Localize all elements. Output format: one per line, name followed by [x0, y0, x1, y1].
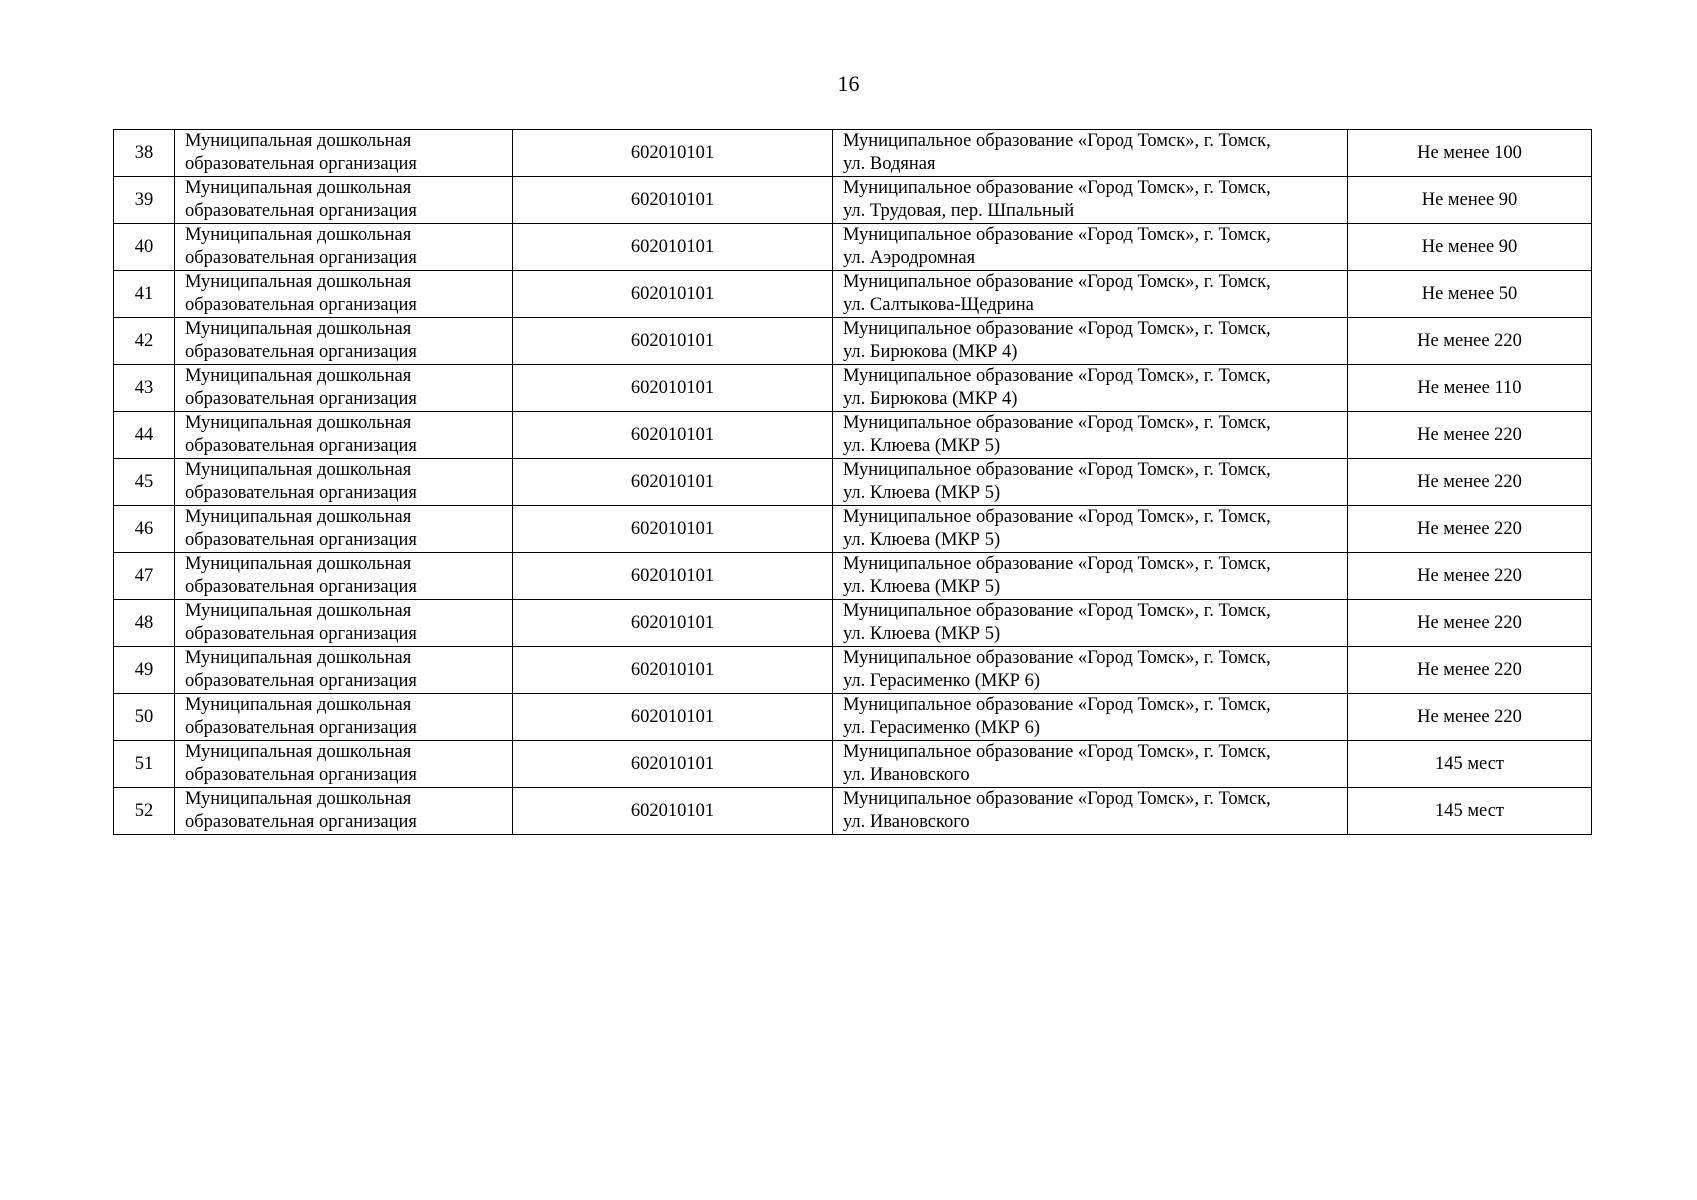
table-row [114, 365, 1592, 412]
organization-line-1: Муниципальная дошкольная [185, 507, 412, 527]
row-number-cell [114, 741, 175, 788]
address-line-1: Муниципальное образование «Город Томск», г. Томск, [843, 648, 1271, 668]
capacity-cell [1348, 647, 1592, 694]
address-cell [833, 271, 1348, 318]
table-body [114, 130, 1592, 835]
organization-line-2: образовательная организация [185, 248, 417, 268]
organization-line-1: Муниципальная дошкольная [185, 319, 412, 339]
row-number: 51 [134, 753, 154, 774]
address-line-2: ул. Бирюкова (МКР 4) [843, 342, 1018, 362]
address-cell [833, 553, 1348, 600]
organization-cell [175, 365, 513, 412]
code-cell [513, 177, 833, 224]
address-line-1: Муниципальное образование «Город Томск», г. Томск, [843, 131, 1271, 151]
row-number: 50 [134, 706, 154, 727]
organization-cell [175, 788, 513, 835]
organization-line-2: образовательная организация [185, 295, 417, 315]
address-line-1: Муниципальное образование «Город Томск», г. Томск, [843, 178, 1271, 198]
row-number-cell [114, 647, 175, 694]
capacity-value: Не менее 220 [1417, 565, 1522, 586]
organization-line-1: Муниципальная дошкольная [185, 601, 412, 621]
organization-line-2: образовательная организация [185, 671, 417, 691]
capacity-value: Не менее 220 [1417, 706, 1522, 727]
address-cell [833, 506, 1348, 553]
territory-code: 602010101 [630, 518, 715, 539]
capacity-value: Не менее 220 [1417, 330, 1522, 351]
capacity-value: Не менее 110 [1417, 377, 1522, 398]
code-cell [513, 271, 833, 318]
territory-code: 602010101 [630, 612, 715, 633]
row-number-cell [114, 318, 175, 365]
table-row [114, 694, 1592, 741]
address-cell [833, 694, 1348, 741]
organization-line-2: образовательная организация [185, 154, 417, 174]
code-cell [513, 412, 833, 459]
address-line-2: ул. Клюева (МКР 5) [843, 483, 1001, 503]
capacity-value: Не менее 90 [1421, 236, 1518, 257]
row-number-cell [114, 412, 175, 459]
capacity-value: Не менее 220 [1417, 518, 1522, 539]
table-row [114, 271, 1592, 318]
address-line-1: Муниципальное образование «Город Томск», г. Томск, [843, 601, 1271, 621]
row-number: 39 [134, 189, 154, 210]
row-number-cell [114, 224, 175, 271]
organization-line-2: образовательная организация [185, 436, 417, 456]
table-row [114, 459, 1592, 506]
territory-code: 602010101 [630, 142, 715, 163]
organization-cell [175, 412, 513, 459]
row-number: 48 [134, 612, 154, 633]
address-line-2: ул. Водяная [843, 154, 936, 174]
table-row [114, 741, 1592, 788]
capacity-value: Не менее 220 [1417, 424, 1522, 445]
row-number: 49 [134, 659, 154, 680]
code-cell [513, 741, 833, 788]
organization-line-2: образовательная организация [185, 483, 417, 503]
address-cell [833, 318, 1348, 365]
organization-line-2: образовательная организация [185, 577, 417, 597]
table-row [114, 130, 1592, 177]
row-number-cell [114, 553, 175, 600]
territory-code: 602010101 [630, 565, 715, 586]
address-cell [833, 600, 1348, 647]
capacity-cell [1348, 459, 1592, 506]
capacity-cell [1348, 412, 1592, 459]
organization-line-1: Муниципальная дошкольная [185, 413, 412, 433]
capacity-value: Не менее 90 [1421, 189, 1518, 210]
organization-cell [175, 177, 513, 224]
address-line-1: Муниципальное образование «Город Томск», г. Томск, [843, 742, 1271, 762]
address-line-2: ул. Клюева (МКР 5) [843, 436, 1001, 456]
row-number: 47 [134, 565, 154, 586]
organization-cell [175, 694, 513, 741]
organization-cell [175, 506, 513, 553]
organization-cell [175, 271, 513, 318]
capacity-cell [1348, 600, 1592, 647]
capacity-cell [1348, 224, 1592, 271]
capacity-cell [1348, 318, 1592, 365]
row-number: 40 [134, 236, 154, 257]
row-number-cell [114, 694, 175, 741]
address-line-1: Муниципальное образование «Город Томск», г. Томск, [843, 789, 1271, 809]
address-line-2: ул. Клюева (МКР 5) [843, 577, 1001, 597]
organization-line-1: Муниципальная дошкольная [185, 131, 412, 151]
capacity-cell [1348, 365, 1592, 412]
capacity-cell [1348, 788, 1592, 835]
row-number: 46 [134, 518, 154, 539]
code-cell [513, 224, 833, 271]
capacity-cell [1348, 130, 1592, 177]
row-number-cell [114, 177, 175, 224]
row-number: 45 [134, 471, 154, 492]
capacity-cell [1348, 506, 1592, 553]
organization-line-2: образовательная организация [185, 530, 417, 550]
organization-cell [175, 647, 513, 694]
territory-code: 602010101 [630, 189, 715, 210]
organization-line-1: Муниципальная дошкольная [185, 366, 412, 386]
organization-line-1: Муниципальная дошкольная [185, 225, 412, 245]
organization-cell [175, 600, 513, 647]
address-line-1: Муниципальное образование «Город Томск», г. Томск, [843, 413, 1271, 433]
organization-cell [175, 741, 513, 788]
address-line-1: Муниципальное образование «Город Томск», г. Томск, [843, 225, 1271, 245]
address-cell [833, 412, 1348, 459]
code-cell [513, 600, 833, 647]
organization-line-1: Муниципальная дошкольная [185, 554, 412, 574]
territory-code: 602010101 [630, 753, 715, 774]
code-cell [513, 365, 833, 412]
organization-line-2: образовательная организация [185, 812, 417, 832]
code-cell [513, 553, 833, 600]
territory-code: 602010101 [630, 471, 715, 492]
address-cell [833, 130, 1348, 177]
row-number-cell [114, 506, 175, 553]
facilities-table [113, 129, 1592, 835]
row-number: 52 [134, 800, 154, 821]
capacity-cell [1348, 553, 1592, 600]
organization-line-2: образовательная организация [185, 389, 417, 409]
organization-cell [175, 224, 513, 271]
address-line-1: Муниципальное образование «Город Томск», г. Томск, [843, 695, 1271, 715]
code-cell [513, 318, 833, 365]
capacity-cell [1348, 694, 1592, 741]
address-cell [833, 459, 1348, 506]
address-cell [833, 788, 1348, 835]
capacity-value: Не менее 220 [1417, 659, 1522, 680]
page-number: 16 [837, 71, 860, 96]
capacity-value: Не менее 220 [1417, 471, 1522, 492]
code-cell [513, 647, 833, 694]
capacity-cell [1348, 271, 1592, 318]
table-row [114, 177, 1592, 224]
address-cell [833, 647, 1348, 694]
address-line-2: ул. Салтыкова-Щедрина [843, 295, 1034, 315]
code-cell [513, 459, 833, 506]
row-number-cell [114, 600, 175, 647]
organization-line-1: Муниципальная дошкольная [185, 648, 412, 668]
row-number-cell [114, 130, 175, 177]
organization-line-2: образовательная организация [185, 342, 417, 362]
table-row [114, 600, 1592, 647]
territory-code: 602010101 [630, 330, 715, 351]
address-line-1: Муниципальное образование «Город Томск», г. Томск, [843, 554, 1271, 574]
row-number: 42 [134, 330, 154, 351]
organization-cell [175, 553, 513, 600]
address-line-2: ул. Герасименко (МКР 6) [843, 718, 1041, 738]
row-number-cell [114, 365, 175, 412]
address-line-2: ул. Трудовая, пер. Шпальный [843, 201, 1075, 221]
address-line-2: ул. Ивановского [843, 812, 970, 832]
code-cell [513, 506, 833, 553]
organization-line-2: образовательная организация [185, 624, 417, 644]
capacity-value: Не менее 100 [1417, 142, 1522, 163]
table-row [114, 412, 1592, 459]
address-line-1: Муниципальное образование «Город Томск», г. Томск, [843, 460, 1271, 480]
address-line-2: ул. Клюева (МКР 5) [843, 624, 1001, 644]
territory-code: 602010101 [630, 283, 715, 304]
code-cell [513, 130, 833, 177]
address-line-2: ул. Герасименко (МКР 6) [843, 671, 1041, 691]
table-row [114, 224, 1592, 271]
address-cell [833, 224, 1348, 271]
table-row [114, 788, 1592, 835]
table-row [114, 506, 1592, 553]
address-line-1: Муниципальное образование «Город Томск», г. Томск, [843, 272, 1271, 292]
capacity-value: 145 мест [1434, 753, 1505, 774]
organization-line-1: Муниципальная дошкольная [185, 272, 412, 292]
organization-line-1: Муниципальная дошкольная [185, 789, 412, 809]
row-number: 41 [134, 283, 154, 304]
row-number-cell [114, 271, 175, 318]
capacity-value: Не менее 50 [1421, 283, 1518, 304]
organization-cell [175, 459, 513, 506]
organization-line-1: Муниципальная дошкольная [185, 178, 412, 198]
capacity-cell [1348, 177, 1592, 224]
organization-line-2: образовательная организация [185, 765, 417, 785]
address-cell [833, 365, 1348, 412]
organization-line-2: образовательная организация [185, 718, 417, 738]
organization-line-1: Муниципальная дошкольная [185, 742, 412, 762]
territory-code: 602010101 [630, 236, 715, 257]
territory-code: 602010101 [630, 377, 715, 398]
capacity-value: 145 мест [1434, 800, 1505, 821]
address-line-1: Муниципальное образование «Город Томск», г. Томск, [843, 319, 1271, 339]
address-cell [833, 741, 1348, 788]
address-line-2: ул. Ивановского [843, 765, 970, 785]
row-number-cell [114, 788, 175, 835]
territory-code: 602010101 [630, 424, 715, 445]
territory-code: 602010101 [630, 659, 715, 680]
organization-cell [175, 130, 513, 177]
organization-line-2: образовательная организация [185, 201, 417, 221]
row-number: 38 [134, 142, 154, 163]
address-line-2: ул. Аэродромная [843, 248, 976, 268]
table-row [114, 647, 1592, 694]
address-line-2: ул. Бирюкова (МКР 4) [843, 389, 1018, 409]
table-row [114, 553, 1592, 600]
table-row [114, 318, 1592, 365]
organization-line-1: Муниципальная дошкольная [185, 695, 412, 715]
territory-code: 602010101 [630, 800, 715, 821]
capacity-value: Не менее 220 [1417, 612, 1522, 633]
address-line-1: Муниципальное образование «Город Томск», г. Томск, [843, 507, 1271, 527]
code-cell [513, 694, 833, 741]
row-number: 43 [134, 377, 154, 398]
row-number-cell [114, 459, 175, 506]
address-line-1: Муниципальное образование «Город Томск», г. Томск, [843, 366, 1271, 386]
address-line-2: ул. Клюева (МКР 5) [843, 530, 1001, 550]
address-cell [833, 177, 1348, 224]
row-number: 44 [134, 424, 154, 445]
code-cell [513, 788, 833, 835]
capacity-cell [1348, 741, 1592, 788]
organization-cell [175, 318, 513, 365]
organization-line-1: Муниципальная дошкольная [185, 460, 412, 480]
territory-code: 602010101 [630, 706, 715, 727]
